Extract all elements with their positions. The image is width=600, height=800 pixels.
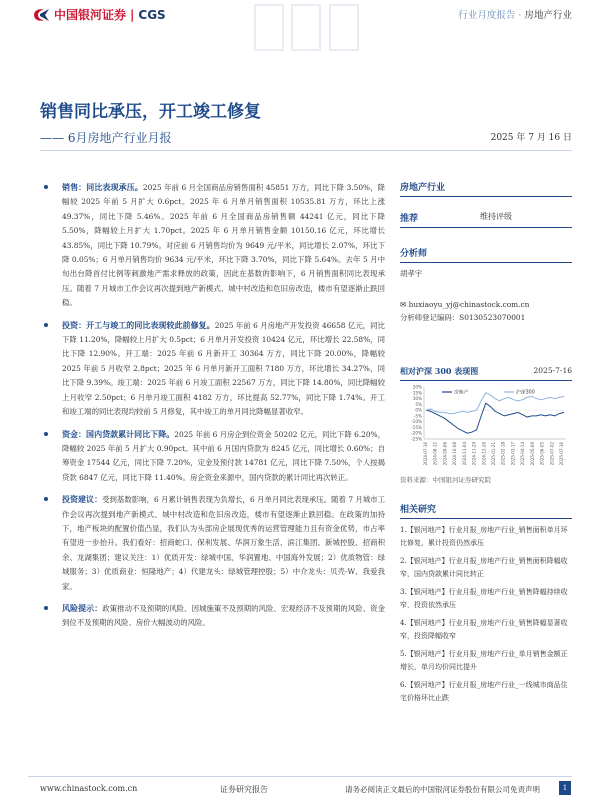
rating-value: 维持评级 <box>480 212 512 221</box>
logo-separator: | <box>130 7 135 22</box>
related-research <box>400 502 572 705</box>
chart-y-tick-label: -20% <box>411 430 422 436</box>
logo-text-en: CGS <box>138 7 166 22</box>
chart-x-tick-label: 2025-07-02 <box>549 442 555 466</box>
paragraph-lead: 资金：国内贷款累计同比下降。 <box>62 428 175 439</box>
bullet-icon <box>44 185 48 189</box>
chart-x-tick-label: 2025-05-09 <box>529 442 535 466</box>
chart-y-tick-label: -5% <box>413 413 422 419</box>
paragraph-risk <box>40 601 385 631</box>
chart-series-line-1 <box>426 393 564 414</box>
related-item[interactable]: 5.【银河地产】行业月报_房地产行业_单月销售金额正增长，单月均价同比提升 <box>400 650 568 671</box>
chart-x-tick-label: 2024-10-08 <box>452 442 458 466</box>
chart-source: 资料来源：中国银河证券研究院 <box>400 476 491 484</box>
paragraph-lead: 风险提示： <box>62 602 103 613</box>
chart-legend-label: 沪深300 <box>516 390 535 396</box>
chart-x-tick-label: 2024-08-12 <box>432 442 438 466</box>
analyst-email <box>400 298 572 311</box>
footer-doc-type: 证券研究报告 <box>220 785 268 794</box>
company-logo <box>32 6 166 23</box>
paragraph-text: 2025 年前 6 月房地产开发投资 46658 亿元，同比下降 11.20%，降幅较上月扩大 0.5pct；6 月单月开发投资 10424 亿元，环比增长 22.58%，同比下降 12.90%。开工端：2025 年前 6 月新开工 30364 万方，同比下降 20.00%，降幅较 2025 年前 5 月收窄 2.8pct；2025 年 6 月单月新开工面积 7180 万方，环比增长 34.27%，同比下降 9.39%。竣工端：2025 年前 6 月竣工面积 22567 万方，同比下降 14.80%，同比降幅较上月收窄 2.50pct；6 月单月竣工面积 4182 万方，环比提高 52.77%，同比下降 1.74%。开工和竣工端的同比表现均较前 5 月修复，其中竣工的单月同比降幅显著收窄。 <box>62 320 385 417</box>
chart-y-tick-label: 20% <box>412 384 422 390</box>
report-date: 2025 年 7 月 16 日 <box>490 133 572 143</box>
chart-x-tick-label: 2024-07-16 <box>423 442 428 466</box>
paragraph-recommendation <box>40 492 385 594</box>
bullet-icon <box>44 323 48 327</box>
chart-x-tick-label: 2024-12-26 <box>481 442 487 466</box>
chart-x-tick-label: 2024-11-04 <box>461 442 467 466</box>
paragraph-investment <box>40 318 385 420</box>
chart-x-tick-label: 2025-07-16 <box>559 442 564 466</box>
chart-y-tick-label: -10% <box>411 419 422 425</box>
sidebar-industry: 房地产行业 <box>400 180 572 197</box>
chart-x-tick-label: 2024-11-29 <box>471 442 477 466</box>
paragraph-text: 2025 年前 6 月房企到位资金 50202 亿元，同比下降 6.20%，降幅较 2025 年前 5 月扩大 0.90pct。其中前 6 月国内贷款为 8245 亿元，同比增长 0.60%；自筹资金 17544 亿元，同比下降 7.20%，定金及预付款 14781 亿元，同比下降 7.50%，个人按揭贷款 6847 亿元，同比下降 11.40%。房企资金来源中，国内贷款的累计同比再次转正。 <box>62 429 386 482</box>
bullet-icon <box>44 432 48 436</box>
related-item[interactable]: 2.【银河地产】行业月报_房地产行业_销售面积降幅收窄，国内贷款累计同比转正 <box>400 557 568 578</box>
sidebar <box>400 180 572 705</box>
chart-x-tick-label: 2025-04-14 <box>520 442 526 466</box>
rating-key: 推荐 <box>400 214 419 224</box>
chart-legend-label: 房地产 <box>454 390 469 396</box>
rating-row <box>400 211 572 228</box>
chart-x-tick-label: 2025-06-05 <box>539 442 545 466</box>
industry-name: 房地产行业 <box>524 10 572 21</box>
related-item[interactable]: 3.【银河地产】行业月报_房地产行业_销售降幅持续收窄，投资依然承压 <box>400 588 568 609</box>
performance-chart <box>400 381 572 469</box>
chart-series-line-0 <box>426 403 564 433</box>
chart-section <box>400 366 572 484</box>
paragraph-text: 政策推动不及预期的风险、因城施策不及预期的风险、宏观经济不及预期的风险、资金到位不及预期的风险、房价大幅波动的风险。 <box>62 603 385 628</box>
footer-url[interactable]: www.chinastock.com.cn <box>40 784 138 793</box>
page-number: 1 <box>559 781 571 795</box>
paragraph-lead: 投资建议： <box>62 494 103 505</box>
watermark-graphic-icon <box>250 0 370 60</box>
paragraph-sales <box>40 180 385 311</box>
chart-y-tick-label: -15% <box>411 424 422 430</box>
chart-title: 相对沪深 300 表现图 <box>400 366 479 376</box>
chart-date: 2025-7-16 <box>533 366 572 375</box>
bullet-icon <box>44 606 48 610</box>
paragraph-lead: 销售：同比表现承压。 <box>62 182 143 192</box>
main-content <box>40 180 385 638</box>
related-item[interactable]: 4.【银河地产】行业月报_房地产行业_销售降幅显著收窄，投资降幅收窄 <box>400 619 568 640</box>
footer-divider <box>28 776 572 777</box>
page-footer <box>0 776 600 800</box>
report-type-label <box>458 7 572 21</box>
email-icon: ✉ <box>400 300 407 309</box>
page-header <box>0 0 600 28</box>
logo-text-cn: 中国银河证券 <box>54 8 127 22</box>
footer-disclaimer: 请务必阅读正文最后的中国银河证券股份有限公司免责声明 <box>345 785 540 794</box>
chart-x-tick-label: 2025-02-18 <box>500 442 506 466</box>
header-dot: · <box>518 10 522 21</box>
chart-y-tick-label: -25% <box>411 436 422 442</box>
chart-header <box>400 366 572 381</box>
analyst-reg-no: 分析师登记编码：S0130523070001 <box>400 313 526 322</box>
chart-y-tick-label: 0% <box>415 407 422 413</box>
chart-y-tick-label: 15% <box>412 390 422 396</box>
report-title: 销售同比承压，开工竣工修复 <box>40 102 261 122</box>
related-item[interactable]: 6.【银河地产】行业月报_房地产行业_一线城市商品住宅价格环比止跌 <box>400 681 568 702</box>
chart-y-tick-label: 5% <box>415 401 422 407</box>
chart-y-tick-label: 10% <box>412 396 422 402</box>
analyst-heading: 分析师 <box>400 246 572 263</box>
title-divider <box>40 150 572 151</box>
logo-mark-icon <box>32 7 50 23</box>
analyst-name: 胡孝宇 <box>400 269 423 278</box>
paragraph-text: 受到基数影响，6 月累计销售表现为负增长，6 月单月同比表现承压。随着 7 月城市工作会议再次提到地产新模式、城中村改造和危旧房改造，楼市有望逐渐止跌回稳。在政策的加持下，地产板块的配置价值凸显，我们认为头部房企展现优秀的运营管理能力且有资金优势，市占率有望进一步抬升。我们看好：招商蛇口、保利发展、华润万象生活、滨江集团、新城控股、招商积余、龙湖集团；建议关注：1）优质开发：绿城中国、华润置地、中国海外发展；2）优质物管：绿城服务；3）优质商业：恒隆地产；4）代建龙头：绿城管理控股；5）中介龙头：贝壳-W、我爱我家。 <box>62 495 386 591</box>
related-heading: 相关研究 <box>400 502 572 519</box>
email-text[interactable]: huxiaoyu_yj@chinastock.com.cn <box>408 300 530 309</box>
related-item[interactable]: 1.【银河地产】行业月报_房地产行业_销售面积单月环比修复，累计投资仍然承压 <box>400 526 568 547</box>
chart-x-tick-label: 2025-01-21 <box>491 442 496 466</box>
report-type: 行业月度报告 <box>458 10 516 21</box>
bullet-icon <box>44 497 48 501</box>
paragraph-lead: 投资：开工与竣工的同比表现较此前修复。 <box>62 319 215 330</box>
chart-x-tick-label: 2025-03-17 <box>510 442 516 466</box>
report-subtitle: —— 6月房地产行业月报 <box>40 131 172 145</box>
chart-x-tick-label: 2024-09-06 <box>442 442 448 466</box>
paragraph-funding <box>40 427 385 486</box>
paragraph-text: 2025 年前 6 月全国商品房销售面积 45851 万方，同比下降 3.50%，降幅较 2025 年前 5 月扩大 0.6pct。2025 年 6 月单月销售面积 10535.81 万方，环比上涨 49.37%，同比下降 5.46%。2025 年前 6 月全国商品房销售额 44241 亿元，同比下降 5.50%，降幅较上月扩大 1.70pct。2025 年 6 月单月销售金额 10150.16 亿元，环比增长 43.85%，同比下降 10.79%。对应前 6 月销售均价为 9649 元/平米，同比增长 2.07%，环比下降 0.05%；6 月单月销售均价 9634 元/平米，环比下降 3.70%，同比下降 5.64%。去年 5 月中旬出台降首付比例等刺激地产需求释放的政策，因此在基数的影响下，6 月销售面积同比表现承压。随着 7 月城市工作会议再次提到地产新模式、城中村改造和危旧房改造，楼市有望逐渐止跌回稳。 <box>62 183 386 308</box>
